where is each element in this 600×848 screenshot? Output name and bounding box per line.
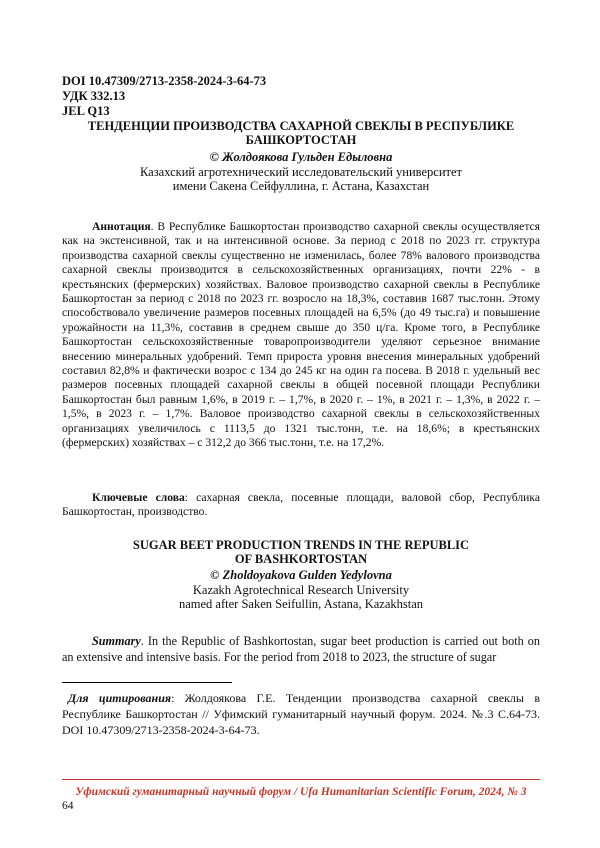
- citation-label: Для цитирования: [68, 691, 172, 705]
- title-ru: [62, 119, 540, 147]
- abstract-label: Аннотация: [92, 220, 151, 233]
- affiliation-ru-line2: имени Сакена Сейфуллина, г. Астана, Казахстан: [172, 179, 430, 193]
- title-en: [62, 538, 540, 566]
- abstract: [62, 220, 540, 451]
- footer-divider: [62, 779, 540, 780]
- keywords-label: Ключевые слова: [92, 491, 185, 504]
- affiliation-ru-line1: Казахский агротехнический исследовательский университет: [140, 164, 462, 179]
- title-en-line2: OF BASHKORTOSTAN: [234, 552, 368, 566]
- jel-line: JEL Q13: [62, 104, 110, 118]
- abstract-text: . В Республике Башкортостан производство сахарной свеклы осуществляется как на экстенсивной, так и на интенсивной основе. За период с 2018 по 2023 гг. структура производства сахарной свеклы существенно не изменилась, более 78% валового производства сахарной свеклы производится в сельскохозяйственных организациях, почти 22% - в крестьянских (фермерских) хозяйствах. Валовое производство сахарной свеклы в Республике Башкортостан за период с 2018 по 2023 гг. возросло на 18,3%, составив 1687 тыс.тонн. Этому способствовало увеличение размеров посевных площадей на 6,5% (до 49 тыс.га) и повышение урожайности на 11,3%, составив в среднем свыше до 350 ц/га. Кроме того, в Республике Башкортостан сельскохозяйственные товаропроизводители уделяют серьезное внимание внесению минеральных удобрений. Темп прироста уровня внесения минеральных удобрений составил 82,8% и фактически возрос с 134 до 245 кг на один га посева. В 2018 г. удельный вес размеров посевных площадей сахарной свеклы в общей посевной площади Республики Башкортостан был равным 1,6%, в 2019 г. – 1,7%, в 2020 г. – 1%, в 2021 г. – 1,3%, в 2022 г. – 1,5%, в 2023 г. – 1,7%. Валовое производство сахарной свеклы в сельскохозяйственных организациях увеличилось с 1113,5 до 1321 тыс.тонн, т.е. на 18,6%; в крестьянских (фермерских) хозяйствах – с 312,2 до 366 тыс.тонн, т.е. на 17,2%.: [62, 220, 540, 450]
- title-ru-line2: БАШКОРТОСТАН: [245, 133, 357, 147]
- summary: [62, 633, 540, 665]
- affiliation-en-line2: named after Saken Seifullin, Astana, Kazakhstan: [178, 597, 424, 611]
- affiliation-en-line1: Kazakh Agrotechnical Research University: [192, 582, 410, 597]
- title-en-line1: SUGAR BEET PRODUCTION TRENDS IN THE REPUBLIC: [132, 538, 470, 552]
- citation-footnote: [62, 690, 540, 738]
- keywords-text: : сахарная свекла, посевные площади, валовой сбор, Республика Башкортостан, производство.: [62, 491, 540, 519]
- title-ru-line1: ТЕНДЕНЦИИ ПРОИЗВОДСТВА САХАРНОЙ СВЕКЛЫ В РЕСПУБЛИКЕ: [87, 119, 515, 133]
- doi-line: DOI 10.47309/2713-2358-2024-3-64-73: [62, 74, 267, 88]
- udk-line: УДК 332.13: [62, 89, 126, 103]
- keywords: [62, 491, 540, 520]
- summary-label: Summary: [92, 634, 141, 648]
- author-en: © Zholdoyakova Gulden Yedylovna: [210, 568, 392, 582]
- footnote-divider: [62, 682, 232, 683]
- author-block-en: [62, 568, 540, 612]
- footer-journal: Уфимский гуманитарный научный форум / Ufa Humanitarian Scientific Forum, 2024, № 3: [75, 786, 527, 798]
- author-ru: © Жолдоякова Гульден Едыловна: [209, 150, 393, 164]
- summary-text: . In the Republic of Bashkortostan, sugar beet production is carried out both on an extensive and intensive basis. For the period from 2018 to 2023, the structure of sugar: [62, 634, 540, 664]
- citation-text: : Жолдоякова Г.Е. Тенденции производства сахарной свеклы в Республике Башкортостан // Уфимский гуманитарный научный форум. 2024. №.3 С.64-73. DOI 10.47309/2713-2358-2024-3-64-73.: [62, 691, 540, 737]
- author-block-ru: [62, 150, 540, 194]
- page-number: 64: [62, 800, 74, 812]
